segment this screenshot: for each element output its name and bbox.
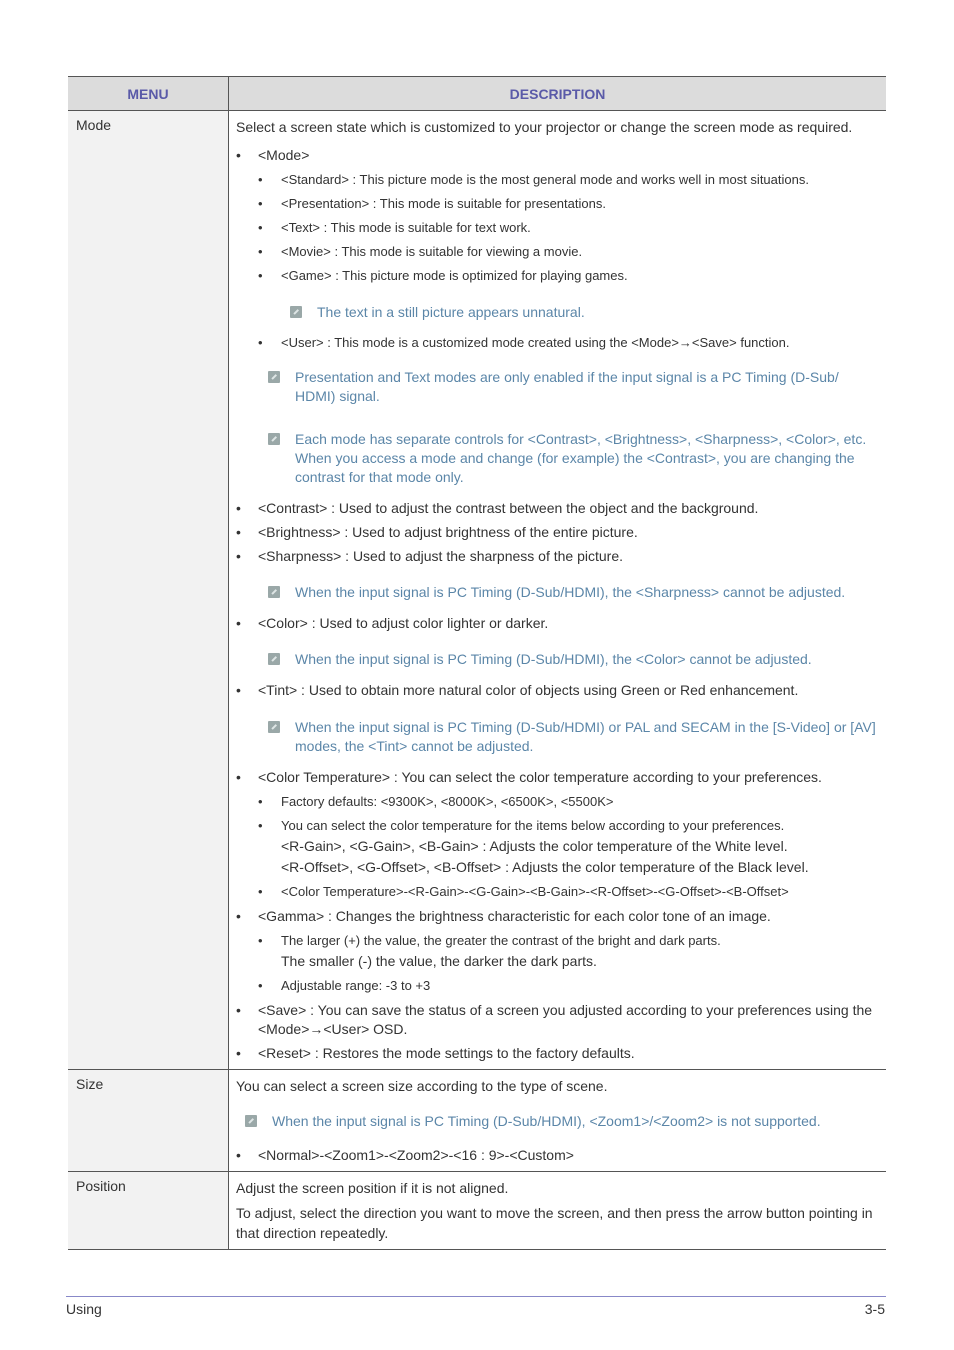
mode-item-standard: • <Standard> : This picture mode is the most general mode and works well in most situations. bbox=[236, 170, 878, 190]
gamma-range: • Adjustable range: -3 to +3 bbox=[236, 976, 878, 996]
menu-cell-mode: Mode bbox=[68, 111, 229, 1070]
contrast-bullet: • <Contrast> : Used to adjust the contrast between the object and the background. bbox=[236, 499, 878, 518]
reset-bullet: • <Reset> : Restores the mode settings to the factory defaults. bbox=[236, 1044, 878, 1063]
table-row-size bbox=[68, 1070, 886, 1172]
note-pencil-icon bbox=[268, 586, 280, 598]
menu-cell-size: Size bbox=[68, 1070, 229, 1172]
header-description: DESCRIPTION bbox=[229, 77, 887, 111]
sharpness-note-text: When the input signal is PC Timing (D-Sub/HDMI), the <Sharpness> cannot be adjusted. bbox=[295, 584, 846, 600]
footer-page-number: 3-5 bbox=[864, 1301, 885, 1317]
note-pencil-icon bbox=[245, 1115, 257, 1127]
table-row-mode bbox=[68, 111, 886, 1070]
mode-item-presentation: • <Presentation> : This mode is suitable for presentations. bbox=[236, 194, 878, 214]
mode-item-game: • <Game> : This picture mode is optimized for playing games. bbox=[236, 266, 878, 286]
table-row-position bbox=[68, 1172, 886, 1250]
note-pencil-icon bbox=[268, 721, 280, 733]
description-cell-size bbox=[229, 1070, 887, 1172]
table-header-row bbox=[68, 77, 886, 111]
color-note-text: When the input signal is PC Timing (D-Sub/HDMI), the <Color> cannot be adjusted. bbox=[295, 651, 812, 667]
gamma-bullet: • <Gamma> : Changes the brightness characteristic for each color tone of an image. bbox=[236, 907, 878, 926]
mode-item-user: • <User> : This mode is a customized mode created using the <Mode>→<Save> function. bbox=[236, 333, 878, 353]
game-note bbox=[236, 303, 878, 322]
color-temp-bullet: • <Color Temperature> : You can select the color temperature according to your preferences. bbox=[236, 768, 878, 787]
color-temp-offset-text: <R-Offset>, <G-Offset>, <B-Offset> : Adjusts the color temperature of the Black level. bbox=[281, 859, 809, 875]
mode-intro: Select a screen state which is customized to your projector or change the screen mode as required. bbox=[236, 119, 853, 135]
size-note bbox=[236, 1112, 878, 1131]
sharpness-note bbox=[236, 583, 878, 602]
mode-item-movie: • <Movie> : This mode is suitable for viewing a movie. bbox=[236, 242, 878, 262]
size-note-text: When the input signal is PC Timing (D-Sub/HDMI), <Zoom1>/<Zoom2> is not supported. bbox=[272, 1113, 821, 1129]
menu-cell-position: Position bbox=[68, 1172, 229, 1250]
gamma-smaller-text: The smaller (-) the value, the darker the dark parts. bbox=[281, 953, 597, 969]
size-intro: You can select a screen size according to the type of scene. bbox=[236, 1078, 608, 1094]
position-line2: To adjust, select the direction you want to move the screen, and then press the arrow button pointing in that direction repeatedly. bbox=[236, 1205, 873, 1241]
position-line1: Adjust the screen position if it is not aligned. bbox=[236, 1180, 509, 1196]
color-bullet: • <Color> : Used to adjust color lighter or darker. bbox=[236, 614, 878, 633]
tint-bullet: • <Tint> : Used to obtain more natural color of objects using Green or Red enhancement. bbox=[236, 681, 878, 700]
each-mode-note-text: Each mode has separate controls for <Contrast>, <Brightness>, <Sharpness>, <Color>, etc. When you access a mode and change (for example) the <Contrast>, you are changing the contrast for that mode only. bbox=[295, 431, 867, 485]
color-temp-gain-text: <R-Gain>, <G-Gain>, <B-Gain> : Adjusts the color temperature of the White level. bbox=[281, 838, 788, 854]
presentation-note bbox=[236, 368, 878, 406]
note-pencil-icon bbox=[290, 306, 302, 318]
size-options: • <Normal>-<Zoom1>-<Zoom2>-<16 : 9>-<Custom> bbox=[236, 1146, 878, 1165]
each-mode-note bbox=[236, 430, 878, 487]
mode-item-text: • <Text> : This mode is suitable for text work. bbox=[236, 218, 878, 238]
gamma-larger-text: The larger (+) the value, the greater the contrast of the bright and dark parts. bbox=[281, 933, 721, 948]
tint-note-text: When the input signal is PC Timing (D-Sub/HDMI) or PAL and SECAM in the [S-Video] or [AV] modes, the <Tint> cannot be adjusted. bbox=[295, 719, 876, 754]
footer-rule bbox=[66, 1296, 886, 1297]
menu-description-table bbox=[68, 76, 886, 1250]
description-cell-position bbox=[229, 1172, 887, 1250]
header-menu: MENU bbox=[68, 77, 229, 111]
note-pencil-icon bbox=[268, 433, 280, 445]
color-temp-select-text: You can select the color temperature for the items below according to your preferences. bbox=[281, 818, 785, 833]
tint-note bbox=[236, 718, 878, 756]
presentation-note-text: Presentation and Text modes are only enabled if the input signal is a PC Timing (D-Sub/ HDMI) signal. bbox=[295, 369, 839, 404]
game-note-text: The text in a still picture appears unnatural. bbox=[317, 304, 585, 320]
footer-section: Using bbox=[66, 1301, 102, 1317]
note-pencil-icon bbox=[268, 371, 280, 383]
sharpness-bullet: • <Sharpness> : Used to adjust the sharpness of the picture. bbox=[236, 547, 878, 566]
color-temp-select bbox=[236, 816, 878, 878]
gamma-larger bbox=[236, 931, 878, 972]
brightness-bullet: • <Brightness> : Used to adjust brightness of the entire picture. bbox=[236, 523, 878, 542]
color-temp-factory: • Factory defaults: <9300K>, <8000K>, <6500K>, <5500K> bbox=[236, 792, 878, 812]
save-bullet: • <Save> : You can save the status of a screen you adjusted according to your preferences using the <Mode>→<User> OSD. bbox=[236, 1001, 878, 1039]
note-pencil-icon bbox=[268, 653, 280, 665]
description-cell-mode bbox=[229, 111, 887, 1070]
color-temp-sequence: • <Color Temperature>-<R-Gain>-<G-Gain>-<B-Gain>-<R-Offset>-<G-Offset>-<B-Offset> bbox=[236, 882, 878, 902]
mode-bullet: • <Mode> bbox=[236, 146, 878, 165]
color-note bbox=[236, 650, 878, 669]
